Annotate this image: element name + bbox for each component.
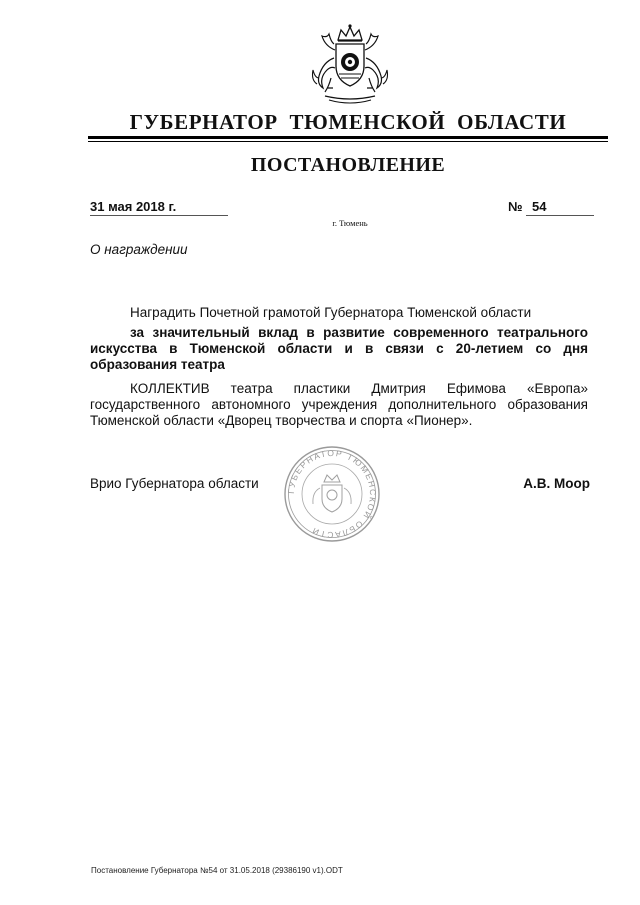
document-subject: О награждении <box>90 242 188 257</box>
signatory-name: А.В. Моор <box>523 476 590 491</box>
svg-text:ГУБЕРНАТОР ТЮМЕНСКОЙ ОБЛАСТИ: ГУБЕРНАТОР ТЮМЕНСКОЙ ОБЛАСТИ <box>285 447 379 541</box>
document-type: ПОСТАНОВЛЕНИЕ <box>250 154 446 176</box>
signatory-title: Врио Губернатора области <box>90 476 259 491</box>
body-paragraph-recipient: КОЛЛЕКТИВ театра пластики Дмитрия Ефимова «Европа» государственного автономного учреждения дополнительного образования Тюменской области «Дворец творчества и спорта «Пионер». <box>90 381 588 428</box>
issuer-title: ГУБЕРНАТОР ТЮМЕНСКОЙ ОБЛАСТИ <box>129 110 567 134</box>
official-seal-stamp <box>282 444 382 544</box>
document-date: 31 мая 2018 г. <box>90 199 228 216</box>
header-rule-thick <box>88 136 608 139</box>
body-paragraph-award: Наградить Почетной грамотой Губернатора Тюменской области <box>130 305 532 320</box>
coat-of-arms-icon <box>305 22 395 106</box>
document-number: 54 <box>526 199 594 216</box>
footer-file-reference: Постановление Губернатора №54 от 31.05.2018 (29386190 v1).ODT <box>91 866 343 875</box>
document-city: г. Тюмень <box>332 218 368 228</box>
number-sign: № <box>508 199 523 214</box>
body-paragraph-reason: за значительный вклад в развитие современного театрального искусства в Тюменской области и в связи с 20-летием со дня образования театра <box>90 325 588 372</box>
header-rule-thin <box>88 141 608 142</box>
